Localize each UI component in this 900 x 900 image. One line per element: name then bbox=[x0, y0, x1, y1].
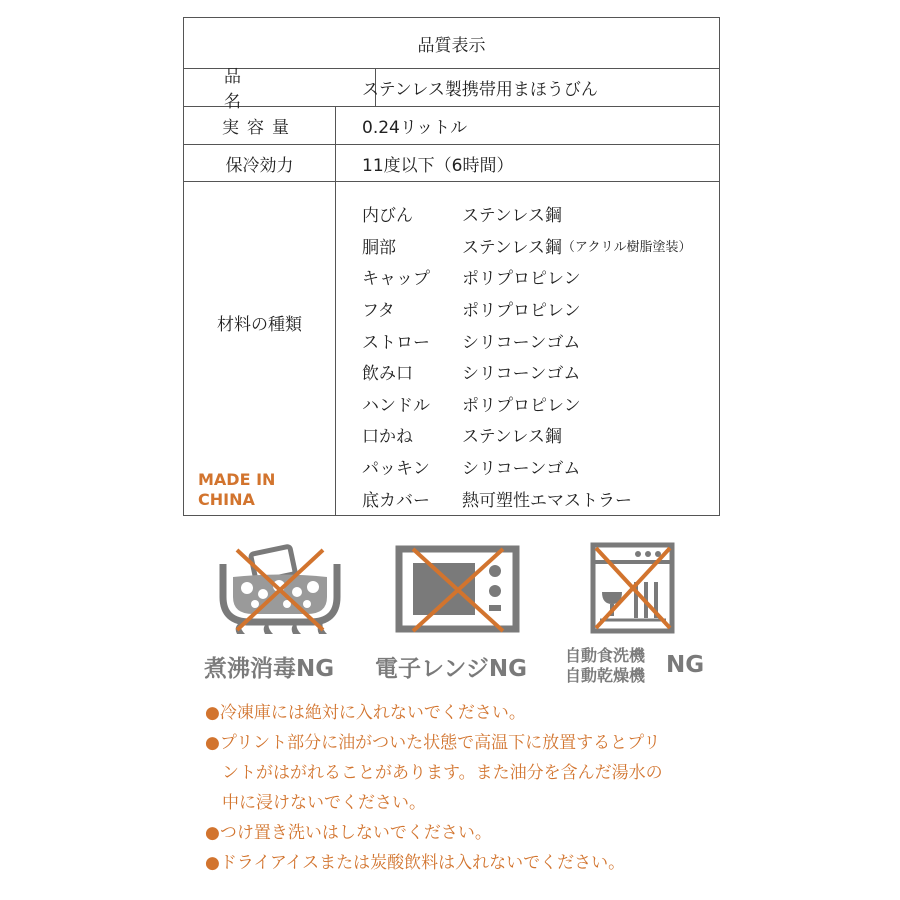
part-name: 胴部 bbox=[362, 237, 396, 258]
materials-label: 材料の種類 bbox=[217, 315, 302, 335]
materials-section bbox=[184, 182, 719, 515]
list-item bbox=[362, 261, 692, 293]
material-name: ポリプロピレン bbox=[462, 395, 581, 416]
row-value: 11度以下（6時間） bbox=[362, 155, 514, 176]
list-item bbox=[362, 419, 692, 451]
part-name: 口かね bbox=[362, 427, 413, 448]
caution-notes bbox=[205, 698, 663, 878]
list-item bbox=[362, 482, 692, 514]
quality-label-table bbox=[183, 17, 720, 516]
list-item bbox=[362, 198, 692, 230]
boiling-pot-icon bbox=[215, 542, 345, 637]
part-name: ハンドル bbox=[362, 395, 430, 416]
part-name: パッキン bbox=[362, 459, 430, 480]
material-name: ステンレス鋼 bbox=[462, 427, 562, 448]
note-line: ントがはがれることがあります。また油分を含んだ湯水の bbox=[222, 763, 663, 783]
made-in-line2: CHINA bbox=[198, 490, 255, 509]
table-row-cold-retention bbox=[184, 145, 719, 182]
row-label: 品 名 bbox=[184, 68, 376, 106]
list-item bbox=[362, 388, 692, 420]
material-name: シリコーンゴム bbox=[462, 332, 581, 353]
list-item bbox=[362, 230, 692, 262]
note-line: 中に浸けないでください。 bbox=[222, 793, 426, 813]
dishwasher-icon bbox=[590, 542, 675, 634]
part-name: 内びん bbox=[362, 206, 413, 227]
caption-line1: 自動食洗機 bbox=[565, 646, 646, 665]
note-line: ●ドライアイスまたは炭酸飲料は入れないでください。 bbox=[205, 853, 626, 873]
table-row-product-name bbox=[184, 67, 719, 112]
list-item bbox=[362, 451, 692, 483]
row-value: ステンレス製携帯用まほうびん bbox=[362, 79, 598, 100]
dishwasher-ng-caption bbox=[565, 646, 645, 686]
list-item bbox=[362, 356, 692, 388]
part-name: フタ bbox=[362, 301, 395, 322]
material-name: ポリプロピレン bbox=[462, 269, 581, 290]
material-name: ポリプロピレン bbox=[462, 301, 581, 322]
material-name: ステンレス鋼 bbox=[462, 237, 562, 258]
part-name: ストロー bbox=[362, 332, 430, 353]
material-name: シリコーンゴム bbox=[462, 459, 581, 480]
caption-line2: 自動乾燥機 bbox=[565, 666, 646, 685]
table-title: 品質表示 bbox=[184, 18, 719, 69]
row-label: 保冷効力 bbox=[184, 145, 336, 181]
materials-label-cell bbox=[184, 182, 336, 515]
note-line: ●プリント部分に油がついた状態で高温下に放置するとプリ bbox=[205, 733, 661, 753]
material-name: 熱可塑性エマストラー bbox=[462, 490, 632, 511]
material-name: ステンレス鋼 bbox=[462, 206, 562, 227]
boiling-ng-caption: 煮沸消毒NG bbox=[204, 656, 335, 682]
microwave-ng-caption: 電子レンジNG bbox=[375, 656, 527, 682]
note-line: ●つけ置き洗いはしないでください。 bbox=[205, 823, 492, 843]
material-note: （アクリル樹脂塗装） bbox=[561, 239, 692, 255]
microwave-icon bbox=[395, 545, 520, 635]
part-name: 底カバー bbox=[362, 490, 430, 511]
table-row-capacity bbox=[184, 107, 719, 145]
part-name: 飲み口 bbox=[362, 364, 413, 385]
part-name: キャップ bbox=[362, 269, 430, 290]
dishwasher-ng-suffix: NG bbox=[666, 652, 705, 678]
note-line: ●冷凍庫には絶対に入れないでください。 bbox=[205, 703, 526, 723]
materials-list bbox=[362, 198, 692, 514]
row-value: 0.24リットル bbox=[362, 118, 468, 138]
material-name: シリコーンゴム bbox=[462, 364, 581, 385]
list-item bbox=[362, 324, 692, 356]
row-label: 実容量 bbox=[184, 107, 336, 144]
list-item bbox=[362, 293, 692, 325]
made-in-text bbox=[198, 470, 275, 510]
made-in-line1: MADE IN bbox=[198, 470, 276, 489]
